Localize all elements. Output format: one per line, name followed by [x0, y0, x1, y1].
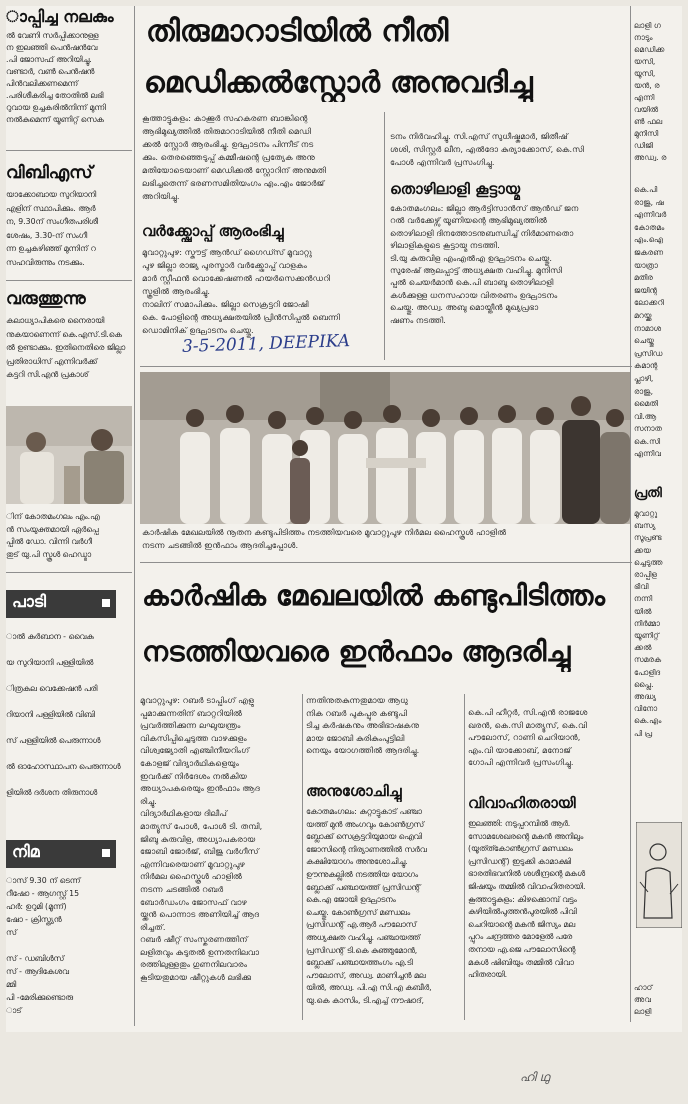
- right-text-3: മൂവാറ്റു ബസ്യ സൂപ്രണ്ട ക്കയ ച്ചെടുത്ത രാപ്പിള ഭിവി നന്നി യിൽ നിർമ്മാ യൂണിറ്റ് ക്കൽ സമരക പോളിദ പ്ലൈ. അദ്ധ്യ വിനോ കെ.എം പി പ്ര: [634, 509, 663, 738]
- left-vbs-heading: വിബിഎസ്: [6, 163, 93, 183]
- big-story-col2: ന്നതിനുതകുന്നതുമായ ആധു നിക റബർ പുകപ്പുര കണ്ടുപി ടിച്ച കർഷകനും അഭിഭാഷകനു മായ ജോബി കുരികുംപുട്ടിലി നെയും യോഗത്തിൽ ആദരിച്ചു.: [306, 695, 420, 756]
- wedding-heading: വിവാഹിതരായി: [468, 794, 576, 812]
- right-bottom-text: ഹാഠ് അവ ലാളി: [634, 983, 653, 1016]
- handwritten-date-note: 3-5-2011, DEEPIKA: [181, 331, 351, 357]
- main-story-col1: കൂത്താട്ടുകുളം: കാക്കൂർ സഹകരണ ബാങ്കിന്റെ ആഭിമുഖ്യത്തിൽ തിരുമാറാടിയിൽ നീതി മെഡി ക്കൽ സ്റ്റോർ ആരംഭിച്ചു. ഉദ്ഘാടനം പിന്നീട് നട ക്കും. തെരഞ്ഞെടുപ്പ് കമ്മീഷന്റെ പ്രത്യേക അനു മതിയോടെയാണ് മെഡിക്കൽ സ്റ്റോറിന് അനുമതി ലഭിച്ചതെന്ന് ഭരണസമിതിയംഗം എം.എം ജോർജ് അറിയിച്ചു.: [142, 113, 326, 201]
- left-top-heading: ാപ്പിച്ച നലകും: [6, 7, 114, 26]
- left-events-bar: [6, 590, 116, 618]
- left-photo-image: [6, 406, 132, 504]
- newspaper-clipping: [6, 6, 682, 1032]
- bottom-scribble: ഹി ഥു: [520, 1070, 550, 1084]
- left-cinema-bar: [6, 840, 116, 868]
- left-events-label: പാടി: [12, 592, 47, 611]
- left-photo: [6, 406, 132, 504]
- main-headline-line1: തിരുമാറാടിയിൽ നീതി: [146, 14, 449, 49]
- right-text-2: കെ.പി രാജു, ഷ എന്നിവർ കോതമം എം.ഐ ജകരണ യാത്രാ മതിര ജയിന്റ ലോക്കറി മറയ്ക്ക നാമാശ ചെയ്തു പ്രസിഡ കമാന്റ പ്ലാഴി, രാജു, മൈതി വി.ആ സനാത കെ.സി എന്നിവ: [634, 185, 667, 459]
- condolence-heading: അനുശോചിച്ചു: [306, 782, 402, 800]
- left-vbs-text: യാക്കോബായ സുറിയാനി എളിന് സ്ഥാപിക്കും. ആർ ന, 9.30ന് സംഗീതപരിശീ ശേഷം, 3.30-ന് സംഗീ ന്ന ഉച്ചകഴിഞ്ഞ് മുന്നിന് റ സഹവിരുന്നും നടക്കും.: [6, 190, 99, 267]
- main-headline-line2: മെഡിക്കൽസ്റ്റോർ അനുവദിച്ചു: [144, 65, 533, 99]
- left-top-text: ൽ വേണി സർപ്പിക്കാനുള്ള ന ഇലഞ്ഞി പെൻഷൻവേ .പി ജോസഫ് അറിയിച്ചു. വണ്ടാർ, വൺ പെൻഷൻ പിൻവലിക്കണമെന്ന് .പരിശീകരിച്ച തോതിൽ ലഭി റുവായ ഉച്ചകരിൽനിന്ന് മുന്നി നൽകുമെന്ന് യൂണിറ്റ് സെക: [6, 31, 106, 124]
- felicitation-photo-caption: കാർഷിക മേഖലയിൽ നൂതന കണ്ടുപിടിത്തം നടത്തിയവരെ മൂവാറ്റുപുഴ നിർമല ഹൈസ്കൂൾ ഹാളിൽ നടന്ന ചടങ്ങിൽ ഇൻഫാം ആദരിച്ചപ്പോൾ.: [142, 527, 507, 550]
- big-headline-line2: നടത്തിയവരെ ഇൻഫാം ആദരിച്ചു: [142, 635, 571, 668]
- big-headline-line1: കാർഷിക മേഖലയിൽ കണ്ടുപിടിത്തം: [142, 579, 606, 612]
- left-events-text: ാൽ കുർബാന - വൈകു യ സുറിയാനി പള്ളിയിൽ ിത്രകല വെക്കേഷൻ പരി റിയാനി പള്ളിയിൽ വിബി സ് പള്ളിയിൽ പെരുന്നാൾ ൽ ഓഹോസ്ഥാപന പെരുന്നാൾ ളിയിൽ ദർശന തിരുനാൾ: [6, 632, 121, 797]
- main-story-col2: ടനം നിർവഹിച്ചു. സി.എസ് സുധീഷ്കുമാർ, ജിതീഷ് ശശി, സിസ്റ്റർ ലീന, എൽദോ കുര്യാക്കോസ്, കെ.സി പോൾ എന്നിവർ പ്രസംഗിച്ചു.: [390, 131, 585, 167]
- worker-meet-heading: തൊഴിലാളി കൂട്ടായ്മ: [390, 180, 521, 198]
- felicitation-photo: [140, 372, 630, 524]
- big-story-col1: മൂവാറ്റുപുഴ: റബർ ടാപ്പിംഗ് എളു പ്പമാക്കുന്നതിന് ബാറ്ററിയിൽ പ്രവർത്തിക്കുന്ന ലഘുയന്ത്രം വികസിപ്പിച്ചെടുത്ത വാഴക്കുളം വിശ്വജ്യോതി എഞ്ചിനീയറിംഗ് കോളജ് വിദ്യാർഥികളെയും ഇവർക്ക് നിർദേശം നൽകിയ അധ്യാപകരെയും ഇൻഫാം ആദ രിച്ചു. വിദ്യാർഥികളായ ദിലീപ് മാത്യൂസ് പോൾ, പോൾ ടി. തമ്പി, ജിബു കുരുവിള, അധ്യാപകരായ ജോബി ജോർജ്, ബിജു വർഗീസ് എന്നിവരെയാണ് മൂവാറ്റുപുഴ നിർമല ഹൈസ്കൂൾ ഹാളിൽ നടന്ന ചടങ്ങിൽ റബർ ബോർഡംഗം ജോസഫ് വാഴ യ്ക്കൻ പൊന്നാട അണിയിച്ച് ആദ രിച്ചത്. റബർ ഷീറ്റ് സംസ്കരണത്തിന് ലളിതവും കുടുതൽ ഉന്നതനിലവാ രത്തിലുള്ളതും ഗുണനിലവാരം കൂടിയതുമായ ഷീറ്റുകൾ ലഭിക്കു: [140, 695, 263, 983]
- workshop-heading: വർക്ക്ഷോപ്പ് ആരംഭിച്ചു: [142, 222, 284, 240]
- worker-meet-text: കോതമംഗലം: ജില്ലാ ആർട്ടിസാൻസ് ആൻഡ് ജന റൽ വർക്കേഴ്സ് യൂണിയന്റെ ആഭിമുഖ്യത്തിൽ തൊഴിലാളി ദിനത്തോടനുബന്ധിച്ച് നിർമാണതൊ ഴിലാളികളുടെ കൂട്ടായ്മ നടത്തി. ടി.യു കുരുവിള എംഎൽഎ ഉദ്ഘാടനം ചെയ്തു. സുരേഷ് ആലപ്പാട്ട് അധ്യക്ഷത വഹിച്ചു. മുനിസി പ്പൽ ചെയർമാൻ കെ.പി ബാബു തൊഴിലാളി കൾക്കുള്ള ധനസഹായ വിതരണം ഉദ്ഘാടനം ചെയ്തു. അഡ്വ. അബു മൊയ്തീൻ മുഖ്യപ്രഭാ ഷണം നടത്തി.: [390, 203, 579, 325]
- right-heading: പ്രതി: [634, 486, 662, 501]
- right-cartoon-image: [636, 822, 682, 928]
- workshop-text: മൂവാറ്റുപുഴ: സ്കൗട്ട് ആൻഡ് ഗൈഡ്സ് മൂവാറ്റു പുഴ ജില്ലാ രാജ്യ പുരസ്കാർ വർക്ക്ഷോപ്പ് വാളകം മാർ സ്റ്റീഫൻ വൊക്കേഷണൽ ഹയർസെക്കൻഡറി സ്കൂളിൽ ആരംഭിച്ചു. നാലിന് സമാപിക്കും. ജില്ലാ സെക്രട്ടറി ജോഷി കെ. പോളിന്റെ അധ്യക്ഷതയിൽ പ്രിൻസിപ്പൽ ബെന്നി ഡൊമിനിക് ഉദ്ഘാടനം ചെയ്തു.: [142, 247, 341, 335]
- left-photo-caption: ിന് കോതമംഗലം എം.എ ൻ സംയുക്തമായി ഏർപ്പെ പ്പിൽ ഡോ. വിന്നി വർഗീ തുട് യു.പി സ്കൂൾ ഹെഡ്മാ: [6, 512, 100, 559]
- left-cinema-label: നിമ: [12, 842, 40, 861]
- left-cinema-text: ാസ് 9.30 ന് ടെന്ന് റീഷോ - ആഗസ്റ്റ് 15 ഹർ: ഉറുമി (മൂന്ന്) ഷോ - ക്രിസ്ത്യൻ സ് സ് - ഡബിൾസ് സ് - ആദികേശവ മ്മി പി -മേരിക്കുണ്ടൊരു ാട്: [6, 876, 81, 1014]
- right-cartoon: [636, 822, 682, 928]
- speakers-text: കെ.പി ഹീറ്റർ, സി.എൻ രാജശേ ഖരൻ, കെ.സി മാത്യൂസ്, കെ.വി പൗലോസ്, റാണി ചെറിയാൻ, എം.വി യാക്കോബ്, മനോജ് ഗോപി എന്നിവർ പ്രസംഗിച്ചു.: [468, 707, 588, 768]
- left-section2-heading: വരുത്തുന്നു: [6, 289, 86, 309]
- wedding-text: ഇലഞ്ഞി: നടുപ്പറമ്പിൽ ആർ. സോമശേഖരന്റെ മകൻ അനിലും (യൂത്ത്കോൺഗ്രസ് മണ്ഡലം പ്രസിഡന്റ്) ഇടുക്കി കാമാക്ഷി ഭാരതിഭവനിൽ ശശീന്ദ്രന്റെ മകൾ ജിഷയും തമ്മിൽ വിവാഹിതരായി. കൂത്താട്ടുകുളം: കിഴക്കൊമ്പ് വട്ടം കുഴിയിൽപുത്തൻപുരയിൽ പിവി ചെറിയാന്റെ മകൻ ജിസ്യം മല പ്പുറം ചന്ദ്രത്തര മോളേൽ പരേ തനായ എ.ജെ പൗലോസിന്റെ മകൾ ഷിബിയും തമ്മിൽ വിവാ ഹിതരായി.: [468, 819, 586, 980]
- condolence-text: കോതമംഗലം: കുറ്റാട്ടുകാട് പഞ്ചാ യത്ത് മുൻ അംഗവും കോൺഗ്രസ് ബ്ലോക്ക് സെക്രട്ടറിയുമായ ഐവി ജോസിന്റെ നിര്യാണത്തിൽ സർവ കക്ഷിയോഗം അനുശോചിച്ചു. ഊന്നുകല്ലിൽ നടത്തിയ യോഗം ബ്ലോക്ക് പഞ്ചായത്ത് പ്രസിഡന്റ് കെ.എ ജോയി ഉദ്ഘാടനം ചെയ്തു. കോൺഗ്രസ് മണ്ഡലം പ്രസിഡന്റ് എ.ആർ പൗലോസ് അധ്യക്ഷത വഹിച്ചു. പഞ്ചായത്ത് പ്രസിഡന്റ് ടി.കെ കുഞ്ഞുമോൻ, ബ്ലോക്ക് പഞ്ചായത്തംഗം എ.ടി പൗലോസ്, അഡ്വ. മാണിച്ചൻ മല യിൽ, അഡ്വ. പി.എ സി.എ കബീർ, യു.കെ കാസിം, ടി.എച്ച് നൗഷാദ്,: [306, 807, 432, 1005]
- felicitation-photo-image: [140, 372, 630, 524]
- left-section2-text: കലാധ്യാപികരെ നൈരായി നുകയാണെന്ന് കെ.എസ്.ടി.കെ ൽ ഉണ്ടാക്കും. ഇതിനെതിരെ ജില്ലാ പ്രതിരാധിസ് എന്നിവർക്ക് കട്ടറി സി.എൻ പ്രകാശ്: [6, 316, 126, 379]
- right-text-1: ലാളി ഗ നാടും മെഡിക്ക യസി, യൂസി, യൻ, ര എന്നി വയിൽ ൺ ഫല മുനിസി ഡിജി അഡ്വ. ര: [634, 21, 667, 162]
- bar-square-icon: [102, 599, 110, 607]
- bar-square-icon: [102, 849, 110, 857]
